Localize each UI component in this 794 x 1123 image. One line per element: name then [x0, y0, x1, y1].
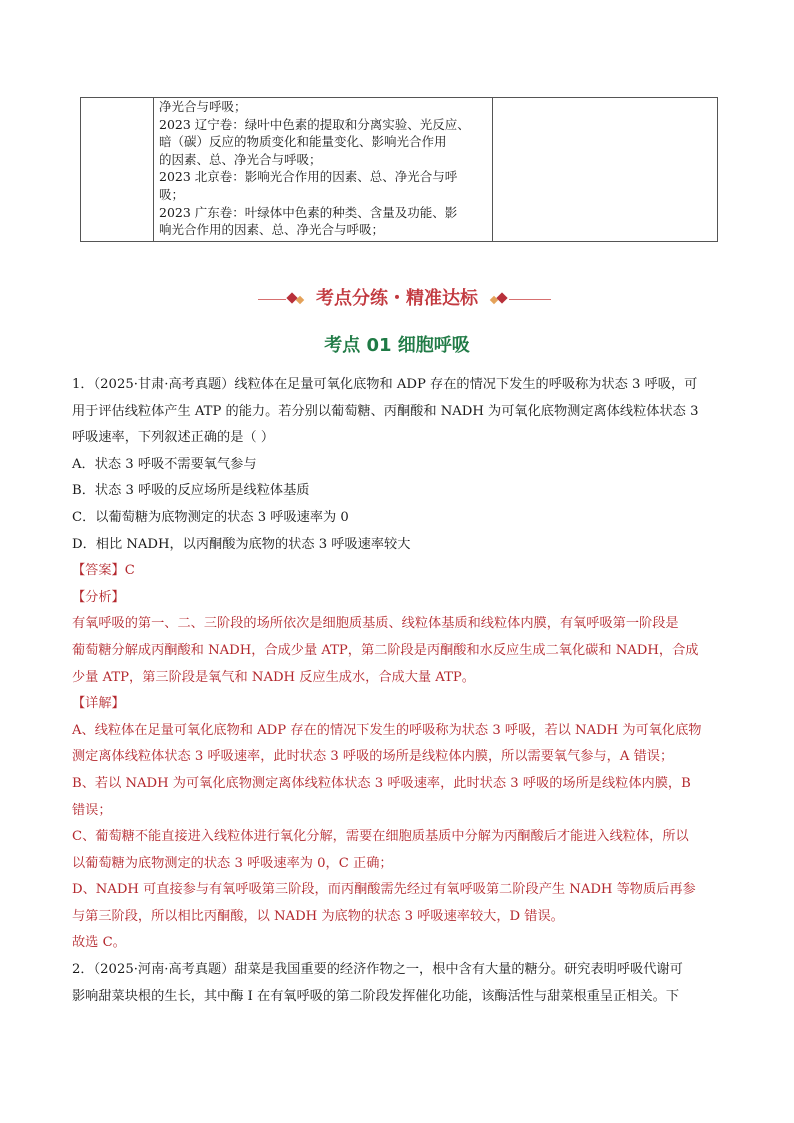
analysis-line: 葡萄糖分解成丙酮酸和 NADH，合成少量 ATP，第二阶段是丙酮酸和水反应生成二氧化碳和 NADH，合成: [72, 642, 699, 658]
table-cell-year: [81, 98, 154, 242]
table-cell-content: [154, 98, 493, 242]
q1-option-d: D．相比 NADH，以丙酮酸为底物的状态 3 呼吸速率较大: [72, 536, 411, 552]
analysis-line: 有氧呼吸的第一、二、三阶段的场所依次是细胞质基质、线粒体基质和线粒体内膜，有氧呼吸第一阶段是: [72, 616, 679, 632]
question-content: [72, 372, 722, 1010]
q1-stem-line: 呼吸速率，下列叙述正确的是（ ）: [72, 430, 275, 446]
detail-line: 错误；: [72, 802, 112, 818]
detail-line: 与第三阶段，所以相比丙酮酸，以 NADH 为底物的状态 3 呼吸速率较大，D 错误。: [72, 908, 564, 924]
detail-line: 以葡萄糖为底物测定的状态 3 呼吸速率为 0，C 正确；: [72, 855, 393, 871]
detail-line: B、若以 NADH 为可氧化底物测定离体线粒体状态 3 呼吸速率，此时状态 3 呼吸的场所是线粒体内膜，B: [72, 775, 691, 791]
table-line: 响光合作用的因素、总、净光合与呼吸；: [159, 222, 385, 238]
table-line: 2023 北京卷：影响光合作用的因素、总、净光合与呼: [159, 169, 458, 185]
q1-option-a: A．状态 3 呼吸不需要氧气参与: [72, 456, 257, 472]
table-line: 2023 广东卷：叶绿体中色素的种类、含量及功能、影: [159, 204, 458, 220]
q1-option-c: C．以葡萄糖为底物测定的状态 3 呼吸速率为 0: [72, 509, 349, 525]
table-line: 暗（碳）反应的物质变化和能量变化、影响光合作用: [159, 134, 447, 150]
table-line: 吸；: [159, 186, 185, 202]
analysis-label: 【分析】: [72, 589, 125, 605]
banner-title: 考点分练・精准达标: [316, 288, 478, 309]
detail-line: D、NADH 可直接参与有氧呼吸第三阶段，而丙酮酸需先经过有氧呼吸第二阶段产生 NADH 等物质后再参: [72, 882, 696, 898]
table-line: 的因素、总、净光合与呼吸；: [159, 151, 322, 167]
section-title: 考点 01 细胞呼吸: [324, 335, 470, 356]
answer-label: 【答案】C: [72, 563, 135, 579]
banner-divider-right: [509, 299, 551, 300]
table-line: 净光合与呼吸；: [159, 99, 247, 114]
table-row: [81, 98, 718, 242]
analysis-line: 少量 ATP，第三阶段是氧气和 NADH 反应生成水，合成大量 ATP。: [72, 669, 475, 685]
detail-line: 测定离体线粒体状态 3 呼吸速率，此时状态 3 呼吸的场所是线粒体内膜，所以需要氧气参与，A 错误；: [72, 749, 674, 765]
q2-stem-line: 影响甜菜块根的生长，其中酶 I 在有氧呼吸的第二阶段发挥催化功能，该酶活性与甜菜根重呈正相关。下: [72, 988, 680, 1004]
q2-stem-line: 2．（2025·河南·高考真题）甜菜是我国重要的经济作物之一，根中含有大量的糖分。研究表明呼吸代谢可: [72, 962, 683, 978]
detail-line: 故选 C。: [72, 935, 126, 951]
q1-stem-line: 用于评估线粒体产生 ATP 的能力。若分别以葡萄糖、丙酮酸和 NADH 为可氧化底物测定离体线粒体状态 3: [72, 403, 699, 419]
section-banner: [0, 286, 794, 312]
table-cell-notes: [493, 98, 718, 242]
table-line: 2023 辽宁卷：绿叶中色素的提取和分离实验、光反应、: [159, 116, 470, 132]
q1-option-b: B．状态 3 呼吸的反应场所是线粒体基质: [72, 483, 310, 499]
q1-stem-line: 1．（2025·甘肃·高考真题）线粒体在足量可氧化底物和 ADP 存在的情况下发生的呼吸称为状态 3 呼吸，可: [72, 377, 698, 392]
detail-line: C、葡萄糖不能直接进入线粒体进行氧化分解，需要在细胞质基质中分解为丙酮酸后才能进入线粒体，所以: [72, 829, 689, 845]
detail-line: A、线粒体在足量可氧化底物和 ADP 存在的情况下发生的呼吸称为状态 3 呼吸，若以 NADH 为可氧化底物: [72, 722, 702, 738]
detail-label: 【详解】: [72, 696, 125, 712]
exam-summary-table: [80, 97, 718, 242]
